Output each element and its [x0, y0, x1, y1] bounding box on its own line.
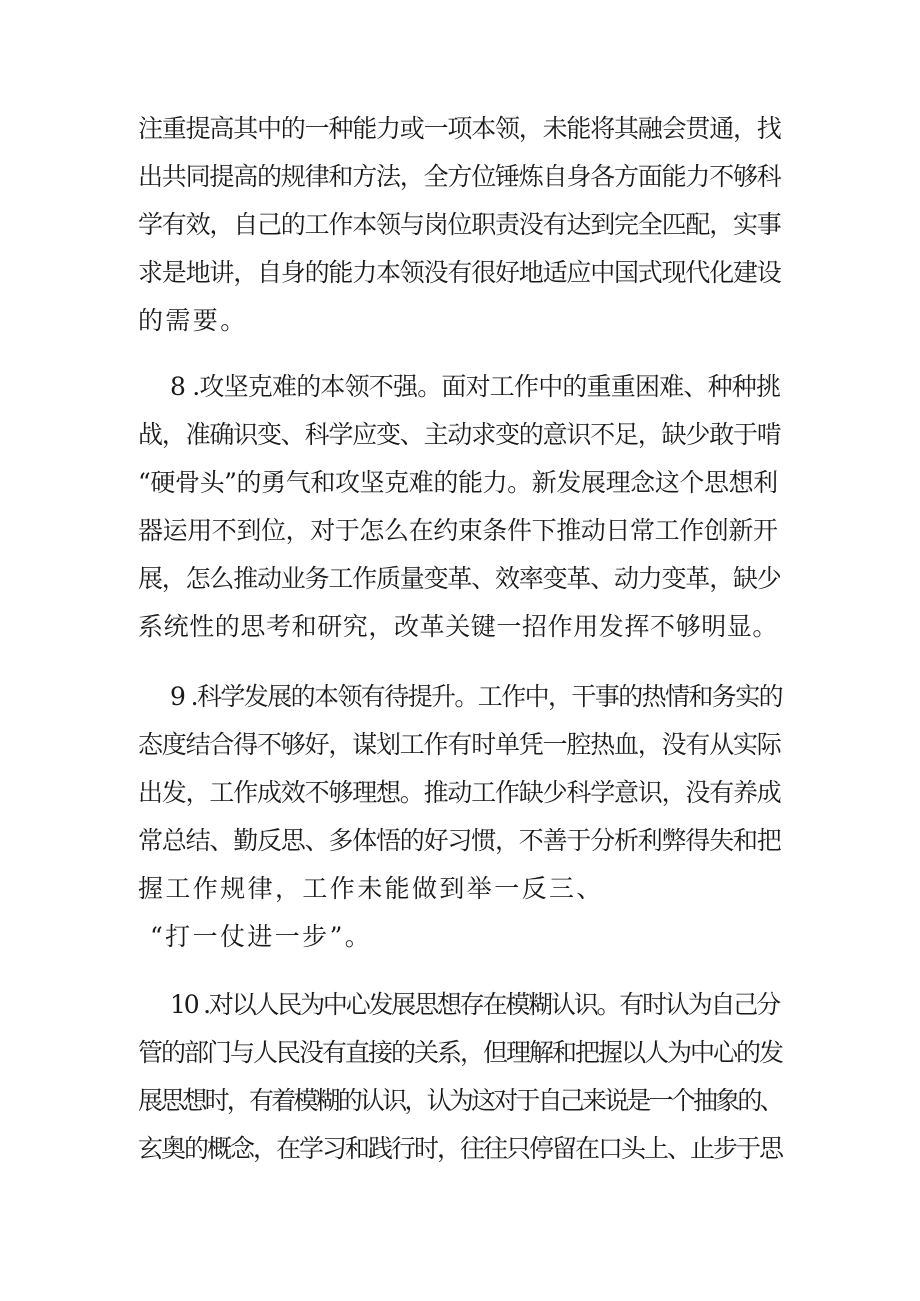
paragraph-1-line-4: 求是地讲，自身的能力本领没有很好地适应中国式现代化建设 — [138, 258, 781, 287]
paragraph-9-line-3: 出发，工作成效不够理想。推动工作缺少科学意识，没有养成 — [138, 778, 781, 807]
paragraph-10-line-2: 管的部门与人民没有直接的关系，但理解和把握以人为中心的发 — [138, 1038, 783, 1067]
paragraph-1-line-5: 的需要。 — [138, 306, 248, 335]
paragraph-9-line-4: 常总结、勤反思、多体悟的好习惯，不善于分析利弊得失和把 — [138, 826, 781, 855]
paragraph-10-line-1: 10 .对以人民为中心发展思想存在模糊认识。有时认为自己分 — [170, 990, 779, 1019]
paragraph-8-line-6: 系统性的思考和研究，改革关键一招作用发挥不够明显。 — [138, 612, 779, 641]
paragraph-8-line-3: “硬骨头”的勇气和攻坚克难的能力。新发展理念这个思想利 — [138, 468, 778, 497]
paragraph-10-line-4: 玄奥的概念，在学习和践行时，往往只停留在口头上、止步于思 — [138, 1134, 783, 1163]
paragraph-9-line-6: “打一仗进一步”。 — [150, 922, 373, 951]
paragraph-1-line-3: 学有效，自己的工作本领与岗位职责没有达到完全匹配，实事 — [138, 210, 781, 239]
paragraph-1-line-2: 出共同提高的规律和方法，全方位锤炼自身各方面能力不够科 — [138, 162, 781, 191]
paragraph-9-line-2: 态度结合得不够好，谋划工作有时单凭一腔热血，没有从实际 — [138, 730, 781, 759]
paragraph-8-line-4: 器运用不到位，对于怎么在约束条件下推动日常工作创新开 — [138, 516, 778, 545]
paragraph-8-line-5: 展，怎么推动业务工作质量变革、效率变革、动力变革，缺少 — [138, 564, 781, 593]
paragraph-1-line-1: 注重提高其中的一种能力或一项本领，未能将其融会贯通，找 — [138, 114, 781, 143]
paragraph-8-line-1: 8 .攻坚克难的本领不强。面对工作中的重重困难、种种挑 — [170, 372, 781, 401]
paragraph-9-line-5: 握工作规律，工作未能做到举一反三、 — [138, 874, 604, 903]
paragraph-9-line-1: 9 .科学发展的本领有待提升。工作中，干事的热情和务实的 — [170, 682, 783, 711]
paragraph-8-line-2: 战，准确识变、科学应变、主动求变的意识不足，缺少敢于啃 — [138, 420, 781, 449]
paragraph-10-line-3: 展思想时，有着模糊的认识，认为这对于自己来说是一个抽象的、 — [138, 1086, 782, 1115]
